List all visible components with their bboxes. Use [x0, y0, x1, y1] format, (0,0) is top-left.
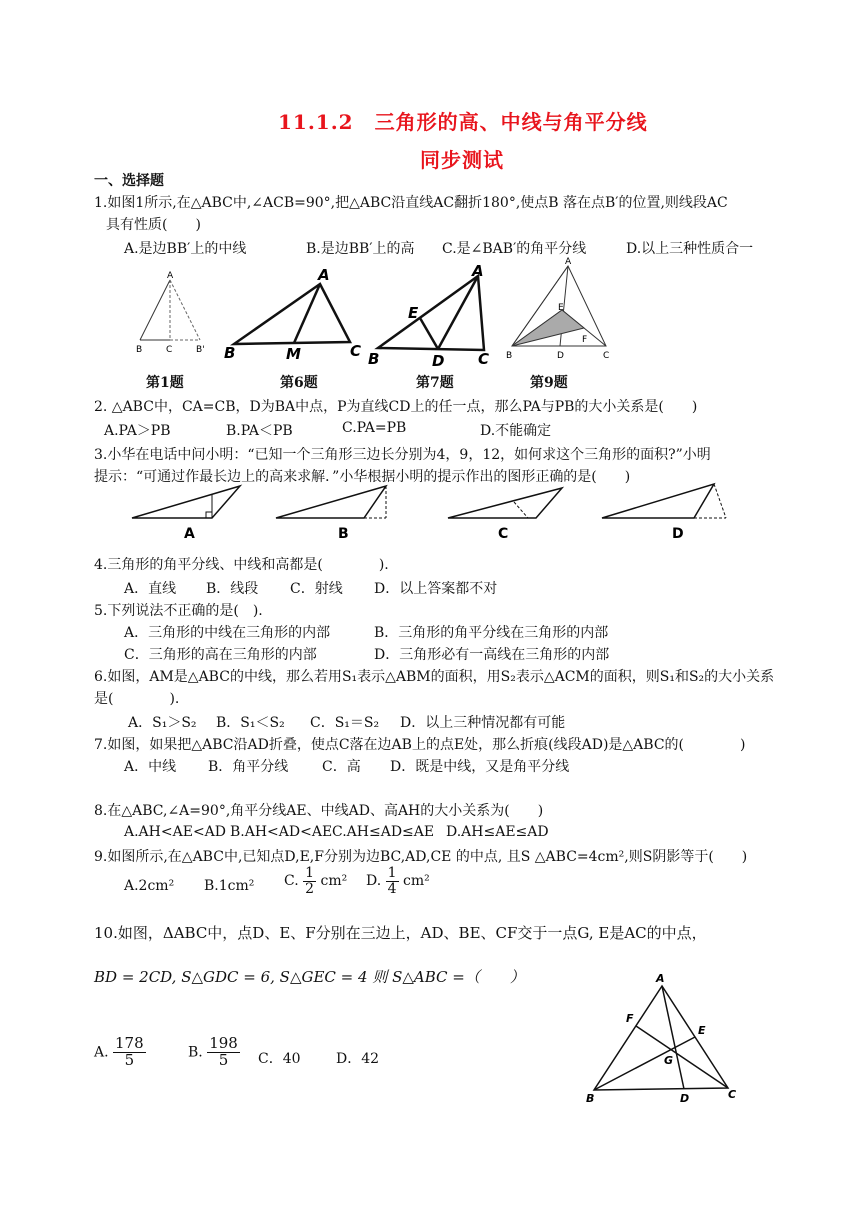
label-a: A: [565, 257, 572, 267]
label-a: A: [472, 262, 484, 280]
q3-text: 3.小华在电话中问小明：“已知一个三角形三边长分别为4，9，12，如何求这个三角形的面积?”小明: [94, 447, 711, 463]
fraction-198-5: $\frac{198}{5}$: [209, 1034, 238, 1069]
q1-option-b: B.是边BB′上的高: [306, 241, 415, 257]
q9-option-c-label: C.: [284, 873, 299, 890]
shaded-region: [512, 310, 584, 346]
label-e: E: [408, 304, 419, 322]
label-a: A: [167, 271, 174, 281]
label-b: B: [586, 1092, 595, 1105]
q4-text: 4.三角形的角平分线、中线和高都是( ).: [94, 557, 389, 573]
caption-7: 第7题: [416, 375, 454, 391]
q4-option-a: A．直线: [124, 581, 177, 597]
q7-option-d: D．既是中线，又是角平分线: [390, 759, 570, 775]
label-f: F: [582, 335, 588, 345]
q7-text: 7.如图，如果把△ABC沿AD折叠，使点C落在边AB上的点E处，那么折痕(线段AD)是△ABC的( ): [94, 737, 746, 753]
label-g: G: [664, 1054, 674, 1067]
q2-option-a: A.PA＞PB: [104, 423, 171, 439]
q10-option-b: [188, 1036, 240, 1069]
figure-q9: [500, 254, 620, 366]
q8-text: 8.在△ABC,∠A=90°,角平分线AE、中线AD、高AH的大小关系为( ): [94, 803, 544, 819]
q8-option-a: A.AH<AE<AD: [124, 824, 227, 840]
label-a: A: [656, 972, 665, 985]
label-b: B: [338, 526, 349, 540]
q9-option-c: [284, 866, 347, 896]
label-e: E: [698, 1024, 706, 1037]
page-subtitle: 同步测试: [420, 148, 504, 172]
label-c: C: [166, 345, 173, 355]
q5-option-c: C．三角形的高在三角形的内部: [124, 647, 317, 663]
q6-option-c: C．S₁＝S₂: [310, 715, 380, 731]
caption-9: 第9题: [530, 375, 568, 391]
q8-option-d: D.AH≤AE≤AD: [446, 824, 549, 840]
q10-option-a: [94, 1036, 146, 1069]
q10-text: 10.如图，ΔABC中，点D、E、F分别在三边上，AD、BE、CF交于一点G, E是AC的中点，: [94, 924, 707, 942]
q6-option-b: B．S₁＜S₂: [216, 715, 285, 731]
label-b: B: [224, 344, 236, 362]
label-c: C: [498, 526, 509, 540]
figure-q1: [130, 268, 220, 358]
q3-figure-b: [270, 480, 400, 540]
caption-1: 第1题: [146, 375, 184, 391]
q6-option-a: A．S₁＞S₂: [128, 715, 197, 731]
label-b: B: [506, 351, 513, 361]
figure-q7: [364, 262, 504, 370]
q1-option-d: D.以上三种性质合一: [626, 241, 754, 257]
q10-figure: [580, 970, 750, 1106]
q3-figure-a: [126, 480, 250, 540]
fraction-quarter: $\frac{1}{4}$: [387, 865, 397, 897]
unit: cm²: [320, 873, 348, 890]
q2-option-c: C.PA=PB: [342, 420, 407, 436]
label-b: B: [368, 350, 380, 368]
q9-option-d: [366, 866, 430, 896]
q10-text2: BD = 2CD, S△GDC = 6, S△GEC = 4 则 S△ABC =（ ）: [94, 968, 525, 986]
q1-option-c: C.是∠BAB′的角平分线: [442, 241, 587, 257]
fraction-178-5: $\frac{178}{5}$: [115, 1034, 144, 1069]
q1-text2: 具有性质( ): [106, 217, 201, 233]
q7-option-b: B．角平分线: [208, 759, 289, 775]
page-title: 11.1.2 三角形的高、中线与角平分线: [278, 110, 648, 134]
q4-option-b: B．线段: [206, 581, 259, 597]
q2-text: 2. △ABC中，CA=CB，D为BA中点，P为直线CD上的任一点，那么PA与PB的大小关系是( ): [94, 399, 698, 415]
q8-option-c: C.AH≤AD≤AE: [332, 824, 435, 840]
q3-figure-d: [596, 480, 730, 540]
section-heading: 一、选择题: [94, 173, 164, 189]
label-d: D: [432, 352, 445, 370]
q5-option-d: D．三角形必有一高线在三角形的内部: [374, 647, 610, 663]
q8-option-b: B.AH<AD<AE: [230, 824, 333, 840]
label-b-prime: B': [196, 345, 205, 355]
label-e: E: [558, 303, 564, 313]
label-f: F: [626, 1012, 634, 1025]
q1-text: 1.如图1所示,在△ABC中,∠ACB=90°,把△ABC沿直线AC翻折180°,使点B 落在点B′的位置,则线段AC: [94, 195, 728, 211]
q4-option-d: D．以上答案都不对: [374, 581, 498, 597]
q3-text2: 提示：“可通过作最长边上的高来求解．”小华根据小明的提示作出的图形正确的是( ): [94, 469, 631, 485]
label-m: M: [286, 345, 301, 362]
q5-option-b: B．三角形的角平分线在三角形的内部: [374, 625, 609, 641]
q7-option-a: A．中线: [124, 759, 177, 775]
q7-option-c: C．高: [322, 759, 361, 775]
q10-option-d: D．42: [336, 1051, 380, 1067]
label-d: D: [680, 1092, 690, 1105]
unit: cm²: [403, 873, 430, 890]
label-a: A: [318, 266, 330, 284]
q6-text2: 是( ).: [94, 691, 180, 707]
q5-option-a: A．三角形的中线在三角形的内部: [124, 625, 331, 641]
q9-option-b: B.1cm²: [204, 878, 255, 894]
q9-option-a: A.2cm²: [124, 878, 175, 894]
label-a: A: [184, 526, 195, 540]
label-b: B: [136, 345, 143, 355]
q3-figure-c: [440, 480, 570, 540]
figure-q6: [222, 266, 372, 362]
q10-option-a-label: A.: [94, 1044, 109, 1061]
q6-option-d: D．以上三种情况都有可能: [400, 715, 566, 731]
q9-text: 9.如图所示,在△ABC中,已知点D,E,F分别为边BC,AD,CE 的中点, 且S △ABC=4cm²,则S阴影等于( ): [94, 849, 748, 865]
q5-text: 5.下列说法不正确的是( ).: [94, 603, 263, 619]
q6-text: 6.如图，AM是△ABC的中线，那么若用S₁表示△ABM的面积，用S₂表示△ACM的面积，则S₁和S₂的大小关系: [94, 669, 775, 685]
q2-option-d: D.不能确定: [480, 423, 552, 439]
label-d: D: [672, 526, 684, 540]
label-c: C: [603, 351, 610, 361]
q10-option-b-label: B.: [188, 1044, 203, 1061]
caption-6: 第6题: [280, 375, 318, 391]
q2-option-b: B.PA＜PB: [226, 423, 293, 439]
fraction-half: $\frac{1}{2}$: [305, 865, 315, 897]
label-c: C: [350, 342, 362, 360]
label-c: C: [478, 350, 490, 368]
label-c: C: [728, 1088, 737, 1101]
q10-option-c: C．40: [258, 1051, 301, 1067]
label-d: D: [557, 351, 564, 361]
q4-option-c: C．射线: [290, 581, 343, 597]
q9-option-d-label: D.: [366, 873, 382, 890]
q1-option-a: A.是边BB′上的中线: [124, 241, 247, 257]
